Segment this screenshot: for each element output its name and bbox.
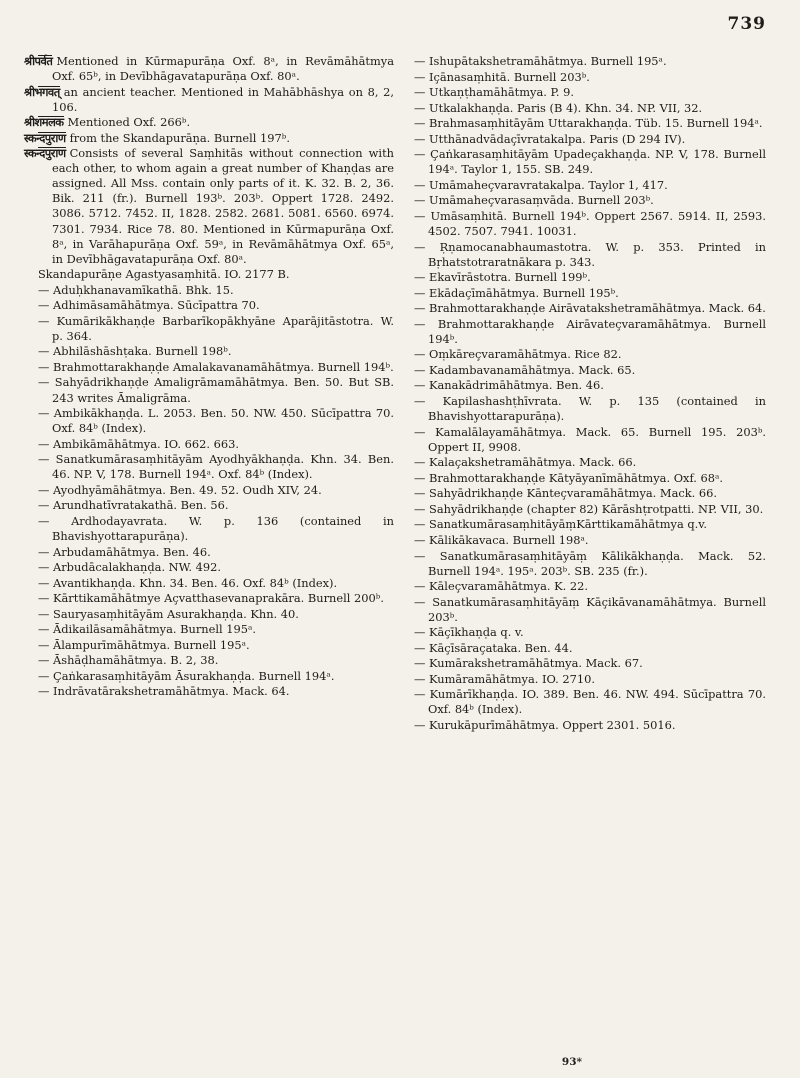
entry-text: — Içānasaṃhitā. Burnell 203ᵇ.: [414, 69, 590, 84]
catalogue-entry: [414, 672, 766, 687]
entry-text: — Ardhodayavrata. W. p. 136 (contained in Bhavishyottarapurāṇa).: [38, 513, 394, 543]
catalogue-entry: [38, 375, 394, 405]
entry-text: — Ādikailāsamāhātmya. Burnell 195ᵃ.: [38, 622, 257, 637]
catalogue-entry: [24, 146, 394, 266]
catalogue-entry: [38, 545, 394, 560]
entry-text: — Kanakādrimāhātmya. Ben. 46.: [414, 378, 604, 393]
catalogue-entry: [38, 560, 394, 575]
entry-text: — Sauryasaṃhitāyām Asurakhaṇḍa. Khn. 40.: [38, 606, 299, 621]
entry-text: — Sanatkumārasaṃhitāyāṃ Kālikākhaṇḍa. Mack. 52. Burnell 194ᵃ. 195ᵃ. 203ᵇ. SB. 235 (fr.).: [414, 548, 766, 578]
catalogue-entry: [38, 622, 394, 637]
entry-text: — Aduḥkhanavamīkathā. Bhk. 15.: [38, 282, 234, 297]
catalogue-entry: [414, 517, 766, 532]
catalogue-entry: [414, 193, 766, 208]
entry-text: — Utkaṇṭhamāhātmya. P. 9.: [414, 85, 574, 100]
entry-text: Skandapurāṇe Agastyasaṃhitā. IO. 2177 B.: [38, 267, 290, 282]
catalogue-entry: [38, 498, 394, 513]
entry-text: — Umāmaheçvarasaṃvāda. Burnell 203ᵇ.: [414, 193, 654, 208]
entry-text: — Ambikākhaṇḍa. L. 2053. Ben. 50. NW. 450. Sūcīpattra 70. Oxf. 84ᵇ (Index).: [38, 406, 394, 436]
catalogue-entry: [38, 669, 394, 684]
devanagari-headword: श्रीभगवत्: [24, 84, 60, 99]
catalogue-entry: [38, 514, 394, 544]
catalogue-entry: [414, 549, 766, 579]
entry-text: — Ṛṇamocanabhaumastotra. W. p. 353. Printed in Bṛhatstotraratnākara p. 343.: [414, 239, 766, 269]
entry-text: — Kurukāpurīmāhātmya. Oppert 2301. 5016.: [414, 718, 676, 733]
entry-text: — Āshāḍhamāhātmya. B. 2, 38.: [38, 653, 219, 668]
page-number: 739: [727, 14, 766, 34]
devanagari-headword: श्रीशमलक: [24, 115, 64, 130]
entry-text: — Sanatkumārasaṃhitāyām Ayodhyākhaṇḍa. Khn. 34. Ben. 46. NP. V, 178. Burnell 194ᵃ. Oxf. 84ᵇ (Index).: [38, 452, 394, 482]
catalogue-entry: [414, 317, 766, 347]
entry-text: — Çaṅkarasaṃhitāyām Āsurakhaṇḍa. Burnell 194ᵃ.: [38, 668, 335, 683]
catalogue-entry: [24, 54, 394, 84]
entry-text: — Sahyādrikhaṇḍe Amaligrāmamāhātmya. Ben. 50. But SB. 243 writes Āmaligrāma.: [38, 375, 394, 405]
catalogue-entry: [38, 360, 394, 375]
entry-text: — Indrāvatārakshetramāhātmya. Mack. 64.: [38, 684, 290, 699]
catalogue-entry: [38, 576, 394, 591]
entry-text: Mentioned in Kūrmapurāṇa Oxf. 8ᵃ, in Revāmāhātmya Oxf. 65ᵇ, in Devībhāgavatapurāṇa Oxf. 80ᵃ.: [52, 54, 394, 84]
entry-text: — Arbudācalakhaṇḍa. NW. 492.: [38, 560, 221, 575]
catalogue-entry: [38, 607, 394, 622]
entry-text: — Kumārakshetramāhātmya. Mack. 67.: [414, 656, 643, 671]
catalogue-entry: [414, 656, 766, 671]
catalogue-entry: [38, 653, 394, 668]
catalogue-entry: [38, 437, 394, 452]
entry-text: — Çaṅkarasaṃhitāyām Upadeçakhaṇḍa. NP. V, 178. Burnell 194ᵃ. Taylor 1, 155. SB. 249.: [414, 147, 766, 177]
catalogue-entry: [414, 209, 766, 239]
catalogue-entry: [414, 378, 766, 393]
catalogue-entry: [414, 363, 766, 378]
entry-text: Consists of several Saṃhitās without connection with each other, to whom again a great number of Khaṇḍas are assigned. All Mss. contain only parts of it. K. 32. B. 2, 36. Bik. 211 (fr.). Burnell 193ᵇ. 203ᵇ. Oppert 1728. 2492. 3086. 5712. 7452. II, 1828. 2582. 2681. 5081. 6560. 6974. 7301. 7934. Rice 78. 80. Mentioned in Kūrmapurāṇa Oxf. 8ᵃ, in Varāhapurāṇa Oxf. 59ᵃ, in Revāmāhātmya Oxf. 65ᵃ, in Devībhāgavatapurāṇa Oxf. 80ᵃ.: [52, 146, 394, 266]
entry-text: — Kamalālayamāhātmya. Mack. 65. Burnell 195. 203ᵇ. Oppert II, 9908.: [414, 424, 766, 454]
entry-text: — Sahyādrikhaṇḍe (chapter 82) Kārāshṭrotpatti. NP. VII, 30.: [414, 501, 764, 516]
entry-text: — Kālikākavaca. Burnell 198ᵃ.: [414, 532, 589, 547]
entry-text: — Arundhatīvratakathā. Ben. 56.: [38, 498, 229, 513]
catalogue-entry: [414, 270, 766, 285]
catalogue-entry: [38, 638, 394, 653]
catalogue-entry: [38, 591, 394, 606]
entry-text: — Arbudamāhātmya. Ben. 46.: [38, 544, 211, 559]
catalogue-entry: [38, 406, 394, 436]
catalogue-entry: [414, 178, 766, 193]
catalogue-entry: [414, 301, 766, 316]
entry-text: — Brahmottarakhaṇḍe Amalakavanamāhātmya. Burnell 194ᵇ.: [38, 359, 394, 374]
devanagari-headword: श्रीपर्वत: [24, 54, 53, 68]
entry-text: — Kalaçakshetramāhātmya. Mack. 66.: [414, 455, 637, 470]
catalogue-entry: [414, 347, 766, 362]
catalogue-entry: [414, 286, 766, 301]
catalogue-entry: [38, 483, 394, 498]
catalogue-entry: [24, 115, 394, 130]
catalogue-entry: [38, 452, 394, 482]
catalogue-entry: [38, 344, 394, 359]
catalogue-entry: [414, 240, 766, 270]
catalogue-entry: [414, 718, 766, 733]
entry-text: — Abhilāshāshṭaka. Burnell 198ᵇ.: [38, 344, 232, 359]
entry-text: — Ambikāmāhātmya. IO. 662. 663.: [38, 436, 239, 451]
catalogue-entry: [414, 471, 766, 486]
entry-text: — Ayodhyāmāhātmya. Ben. 49. 52. Oudh XIV, 24.: [38, 482, 322, 497]
entry-text: — Umāsaṃhitā. Burnell 194ᵇ. Oppert 2567. 5914. II, 2593. 4502. 7507. 7941. 10031.: [414, 208, 766, 239]
catalogue-entry: [414, 687, 766, 717]
catalogue-entry: [414, 394, 766, 424]
entry-text: — Kumāramāhātmya. IO. 2710.: [414, 671, 596, 686]
entry-text: — Sanatkumārasaṃhitāyāṃ Kāçikāvanamāhātmya. Burnell 203ᵇ.: [414, 594, 766, 624]
catalogue-entry: [414, 101, 766, 116]
catalogue-entry: [414, 595, 766, 625]
catalogue-entry: [38, 298, 394, 313]
entry-text: — Ālampurīmāhātmya. Burnell 195ᵃ.: [38, 637, 250, 652]
catalogue-entry: [414, 502, 766, 517]
entry-text: an ancient teacher. Mentioned in Mahābhāshya on 8, 2, 106.: [52, 84, 394, 114]
catalogue-entry: [24, 84, 394, 115]
catalogue-entry: [414, 70, 766, 85]
devanagari-headword: स्कन्दपुराण: [24, 130, 66, 145]
entry-text: — SanatkumārasaṃhitāyāṃKārttikamāhātmya q.v.: [414, 517, 707, 532]
entry-text: — Brahmottarakhaṇḍe Kātyāyanīmāhātmya. Oxf. 68ᵃ.: [414, 470, 724, 485]
catalogue-entry: [38, 267, 394, 282]
catalogue-entry: [38, 314, 394, 344]
entry-text: — Kāleçvaramāhātmya. K. 22.: [414, 579, 588, 594]
entry-text: — Kadambavanamāhātmya. Mack. 65.: [414, 362, 636, 377]
left-column: [24, 54, 394, 700]
entry-text: — Sahyādrikhaṇḍe Kānteçvaramāhātmya. Mack. 66.: [414, 486, 718, 501]
entry-text: — Brahmasaṃhitāyām Uttarakhaṇḍa. Tüb. 15. Burnell 194ᵃ.: [414, 116, 763, 131]
entry-text: — Brahmottarakhaṇḍe Airāvatakshetramāhātmya. Mack. 64.: [414, 301, 766, 316]
footer-signature: 93*: [561, 1056, 582, 1068]
entry-text: — Utthānadvādaçīvratakalpa. Paris (D 294 IV).: [414, 131, 686, 146]
catalogue-entry: [414, 132, 766, 147]
catalogue-entry: [414, 579, 766, 594]
catalogue-entry: [414, 147, 766, 177]
catalogue-entry: [414, 486, 766, 501]
entry-text: — Oṃkāreçvaramāhātmya. Rice 82.: [414, 347, 622, 362]
catalogue-entry: [38, 684, 394, 699]
entry-text: — Ishupātakshetramāhātmya. Burnell 195ᵃ.: [414, 54, 667, 68]
entry-text: — Umāmaheçvaravratakalpa. Taylor 1, 417.: [414, 177, 668, 192]
entry-text: — Kāçīsāraçataka. Ben. 44.: [414, 640, 573, 655]
entry-text: — Adhimāsamāhātmya. Sūcīpattra 70.: [38, 298, 260, 313]
entry-text: — Ekavīrāstotra. Burnell 199ᵇ.: [414, 270, 591, 285]
entry-text: — Kāçīkhaṇḍa q. v.: [414, 625, 524, 640]
entry-text: Mentioned Oxf. 266ᵇ.: [67, 115, 191, 130]
entry-text: — Kumārikākhaṇḍe Barbarīkopākhyāne Aparājitāstotra. W. p. 364.: [38, 313, 394, 343]
catalogue-entry: [38, 283, 394, 298]
catalogue-entry: [414, 625, 766, 640]
entry-text: — Utkalakhaṇḍa. Paris (B 4). Khn. 34. NP. VII, 32.: [414, 100, 703, 115]
catalogue-entry: [414, 641, 766, 656]
entry-text: — Kārttikamāhātmye Aҫvatthasevanaprakāra. Burnell 200ᵇ.: [38, 591, 384, 606]
entry-text: — Avantikhaṇḍa. Khn. 34. Ben. 46. Oxf. 84ᵇ (Index).: [38, 575, 338, 590]
entry-text: — Kapilashashṭhīvrata. W. p. 135 (contained in Bhavishyottarapurāṇa).: [414, 394, 766, 424]
entry-text: from the Skandapurāṇa. Burnell 197ᵇ.: [69, 130, 290, 145]
catalogue-entry: [24, 130, 394, 146]
catalogue-entry: [414, 85, 766, 100]
catalogue-entry: [414, 116, 766, 131]
catalogue-entry: [414, 425, 766, 455]
entry-text: — Kumārīkhaṇḍa. IO. 389. Ben. 46. NW. 494. Sūcīpattra 70. Oxf. 84ᵇ (Index).: [414, 687, 766, 717]
entry-text: — Brahmottarakhaṇḍe Airāvateçvaramāhātmya. Burnell 194ᵇ.: [414, 316, 766, 346]
right-column: [414, 54, 766, 734]
catalogue-entry: [414, 54, 766, 69]
catalogue-entry: [414, 533, 766, 548]
catalogue-entry: [414, 455, 766, 470]
entry-text: — Ekādaçīmāhātmya. Burnell 195ᵇ.: [414, 285, 619, 300]
devanagari-headword: स्कन्दपुराण: [24, 146, 66, 161]
